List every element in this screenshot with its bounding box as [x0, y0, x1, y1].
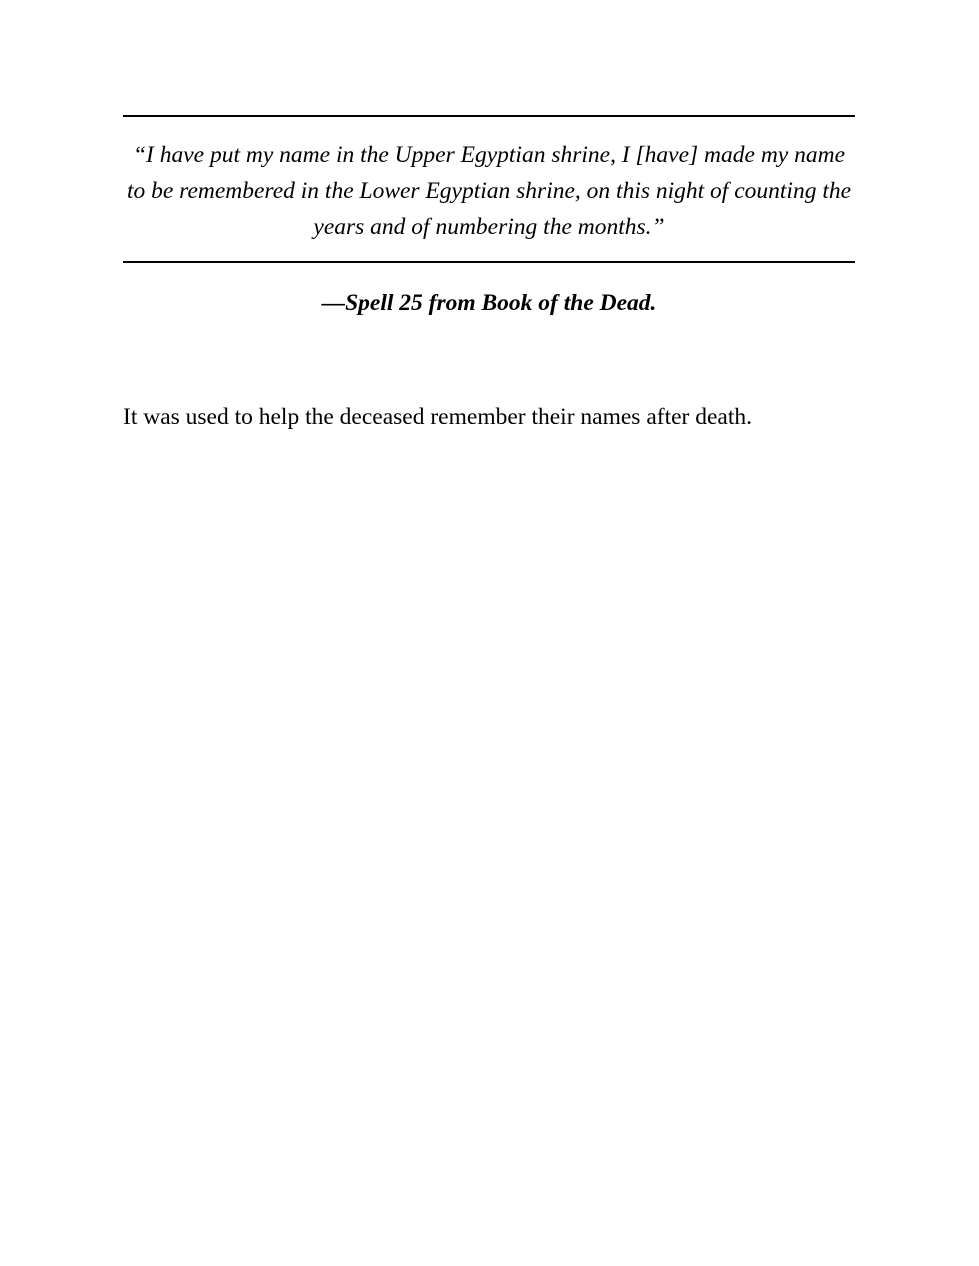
epigraph-quote: “I have put my name in the Upper Egyptian shrine, I [have] made my name to be remembered in the Lower Egyptian shrine, on this night of counting the years and of numbering the months.”: [126, 142, 852, 240]
epigraph-attribution: —Spell 25 from Book of the Dead.: [321, 290, 657, 316]
bottom-rule: [123, 261, 855, 263]
body-paragraph: It was used to help the deceased remember their names after death.: [123, 404, 753, 430]
document-page: [123, 115, 855, 435]
